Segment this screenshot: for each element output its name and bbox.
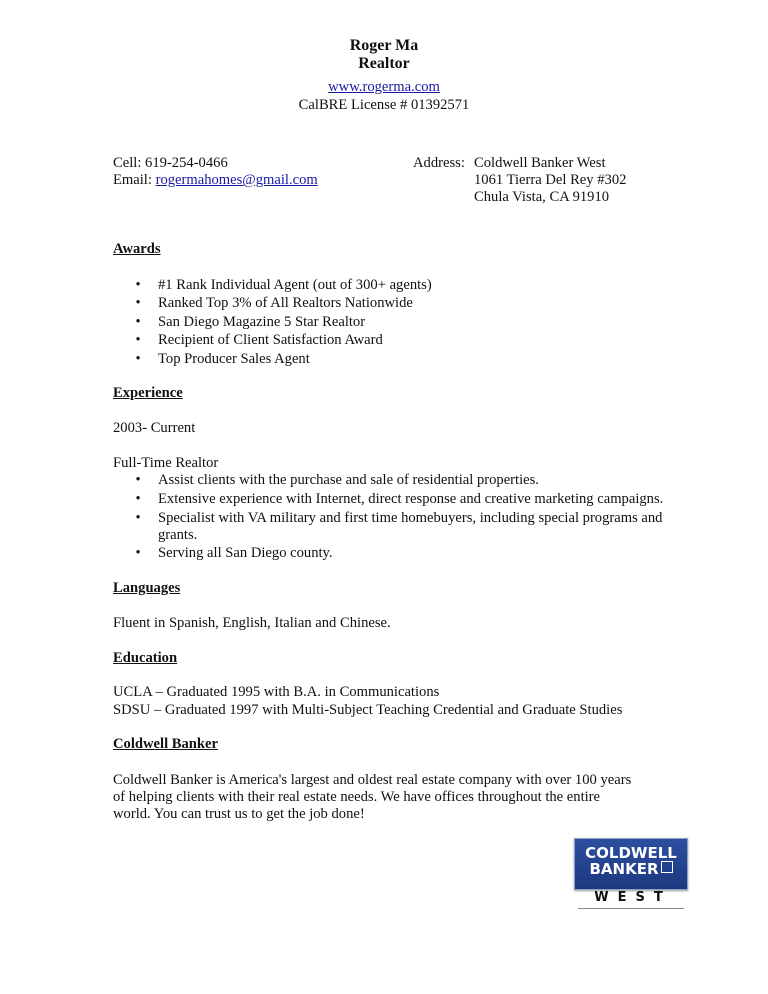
awards-heading: Awards [113,241,161,257]
company-heading: Coldwell Banker [113,736,218,752]
bullet-icon: • [135,545,141,561]
languages-heading: Languages [113,580,181,596]
logo-mark-icon [661,861,673,873]
bullet-icon: • [135,314,141,330]
logo-blue-panel [574,838,688,890]
logo-divider [578,908,684,909]
coldwell-banker-west-logo [574,838,686,910]
bullet-icon: • [135,351,141,367]
cell-number: 619-254-0466 [145,155,228,171]
company-text-line: of helping clients with their real estate needs. We have offices throughout the entire [113,789,601,805]
company-text-line: world. You can trust us to get the job done! [113,806,365,822]
bullet-icon: • [135,277,141,293]
resume-title: Realtor [358,55,410,72]
resume-name: Roger Ma [349,37,419,54]
logo-text-banker: BANKER [575,861,687,877]
address-label: Address: [413,155,465,171]
languages-text: Fluent in Spanish, English, Italian and Chinese. [113,615,391,631]
address-line-3: Chula Vista, CA 91910 [474,189,610,205]
cell-label: Cell: [113,155,142,171]
experience-period: 2003- Current [113,420,196,436]
education-line: UCLA – Graduated 1995 with B.A. in Communications [113,684,440,700]
education-line: SDSU – Graduated 1997 with Multi-Subject Teaching Credential and Graduate Studies [113,702,623,718]
cell-row [113,155,228,172]
address-line-2: 1061 Tierra Del Rey #302 [474,172,627,188]
website-link[interactable]: www.rogerma.com [328,79,440,95]
website-row [0,79,768,96]
email-label: Email: [113,172,152,188]
bullet-icon: • [135,295,141,311]
logo-text-west: WEST [594,890,672,905]
logo-text-coldwell: COLDWELL [585,844,677,862]
experience-role: Full-Time Realtor [113,455,219,471]
bullet-icon: • [135,510,141,526]
license-number: CalBRE License # 01392571 [298,97,470,113]
address-line-1: Coldwell Banker West [474,155,606,171]
email-link[interactable]: rogermahomes@gmail.com [155,172,318,188]
bullet-icon: • [135,491,141,507]
bullet-icon: • [135,332,141,348]
education-heading: Education [113,650,178,666]
company-text-line: Coldwell Banker is America's largest and oldest real estate company with over 100 years [113,772,632,788]
email-row [113,172,318,189]
experience-heading: Experience [113,385,183,401]
bullet-icon: • [135,472,141,488]
